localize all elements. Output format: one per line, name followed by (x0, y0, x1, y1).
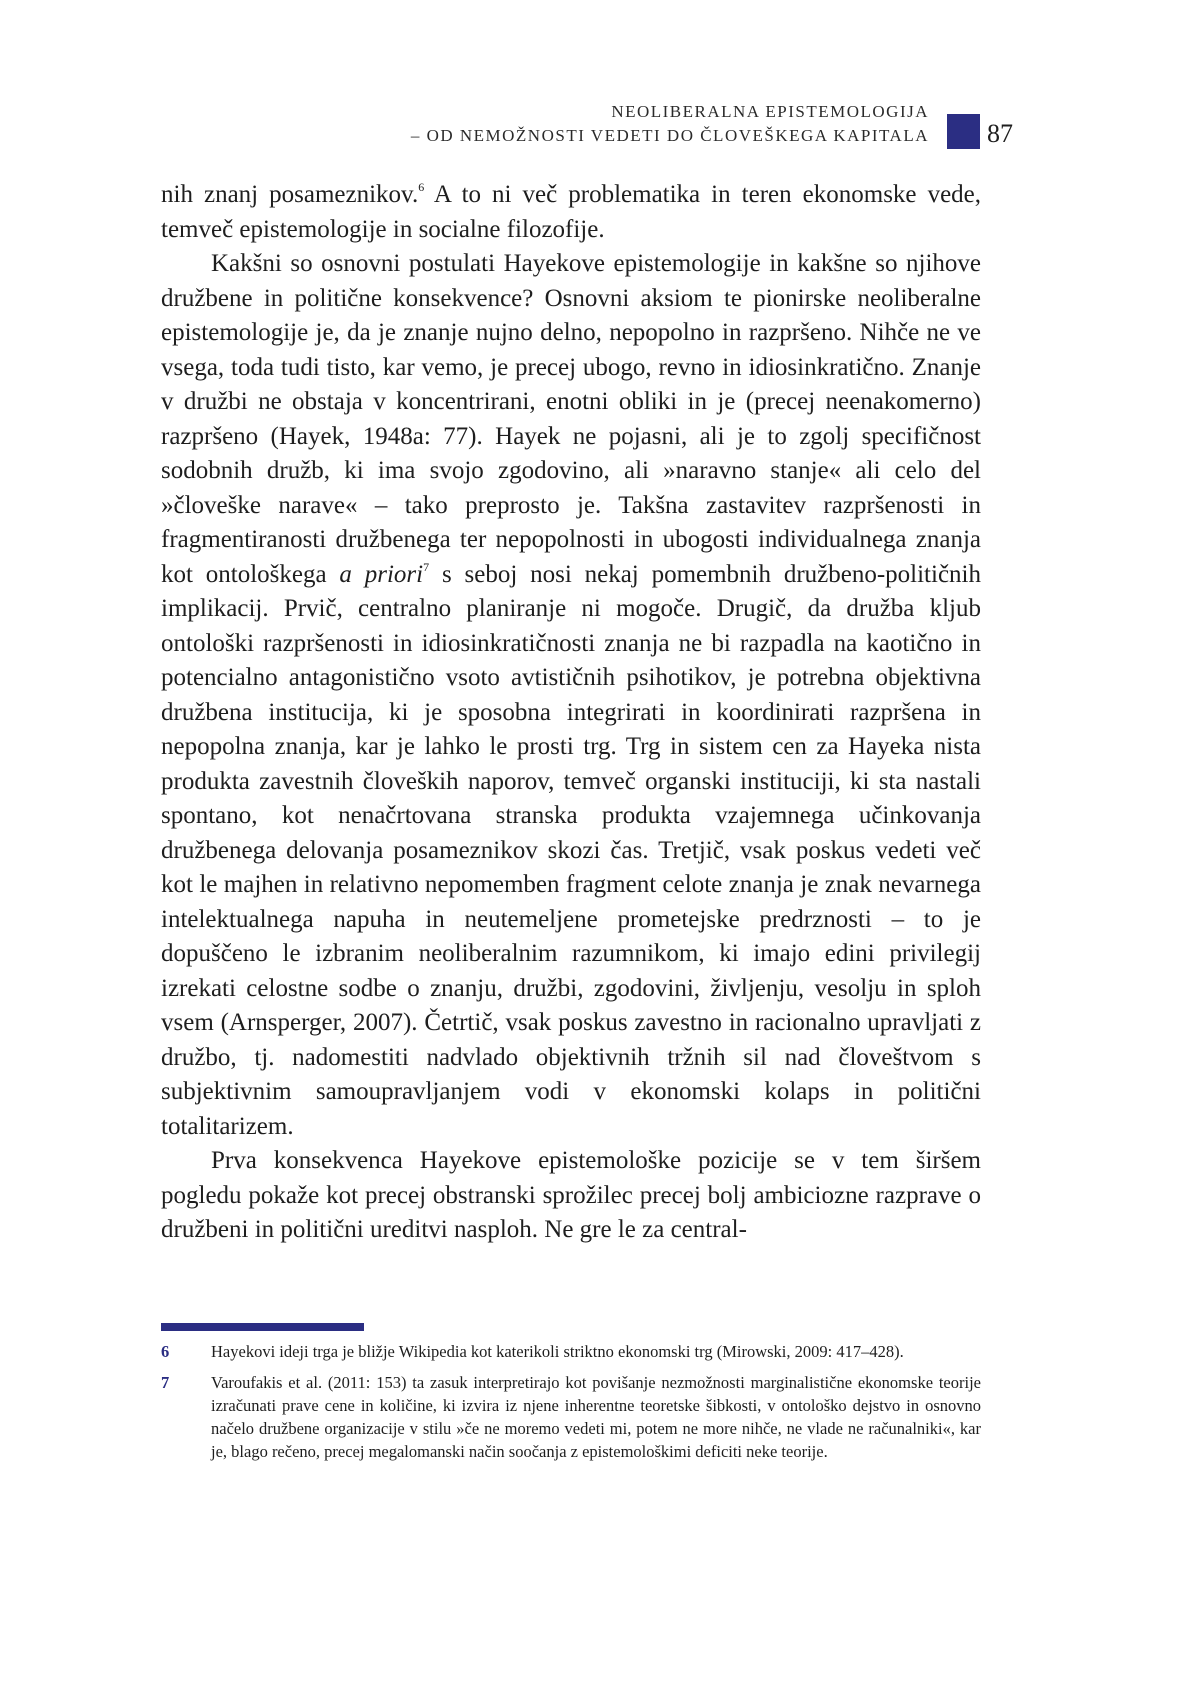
page-number: 87 (987, 119, 1013, 148)
running-header (411, 100, 929, 148)
footnote-separator-rule (161, 1323, 364, 1331)
italic-term: a priori (339, 560, 424, 588)
text-run: Prva konsekvenca Hayekove epistemološke pozicije se v tem širšem pogledu pokaže kot precej obstranski sprožilec precej bolj ambiciozne razprave o družbeni in politični ureditvi nasploh. Ne gre le za central- (161, 1147, 981, 1243)
header-accent-block (947, 114, 980, 149)
footnote-number: 7 (161, 1373, 170, 1392)
footnote (161, 1371, 981, 1463)
footnote-number: 6 (161, 1342, 170, 1361)
footnote-reference[interactable]: 6 (418, 180, 425, 194)
footnote (161, 1340, 981, 1363)
footnote-reference[interactable]: 7 (423, 559, 430, 574)
body-text (161, 178, 981, 1248)
paragraph (161, 178, 981, 247)
text-run: s seboj nosi nekaj pomembnih družbeno-političnih implikacij. Prvič, centralno planiranje ni mogoče. Drugič, da družba kljub ontološki razpršenosti in idiosinkratičnosti znanja ne bi razpadla na kaotično in potencialno antagonistično vsoto avtističnih psihotikov, je potrebna objektivna družbena institucija, ki je sposobna integrirati in koordinirati razpršena in nepopolna znanja, kar je lahko le prosti trg. Trg in sistem cen za Hayeka nista produkta zavestnih človeških naporov, temveč organski instituciji, ki sta nastali spontano, kot nenačrtovana stranska produkta vzajemnega učinkovanja družbenega delovanja posameznikov skozi čas. Tretjič, vsak poskus vedeti več kot le majhen in relativno nepomemben fragment celote znanja je znak nevarnega intelektualnega napuha in neutemeljene prometejske predrznosti – to je dopuščeno le izbranim neoliberalnim razumnikom, ki imajo edini privilegij izrekati celostne sodbe o znanju, družbi, zgodovini, življenju, vesolju in sploh vsem (Arnsperger, 2007). Četrtič, vsak poskus zavestno in racionalno upravljati z družbo, tj. nadomestiti nadvlado objektivnih tržnih sil nad človeštvom s subjektivnim samoupravljanjem vodi v ekonomski kolaps in politični totalitarizem. (161, 560, 981, 1140)
text-run: nih znanj posameznikov. (161, 181, 419, 208)
text-run: A to ni več problematika in teren ekonomske vede, temveč epistemologije in socialne filozofije. (161, 181, 982, 243)
paragraph (161, 247, 981, 1144)
paragraph (161, 1144, 981, 1248)
footnote-text: Varoufakis et al. (2011: 153) ta zasuk interpretirajo kot povišanje nezmožnosti marginalistične ekonomske teorije izračunati prave cene in količine, ki izvira iz njene inherentne teoretske šibkosti, v ontološko dejstvo in osnovno načelo družbene organizacije v stilu »če ne moremo vedeti mi, potem ne more nihče, ne vlade ne računalniki«, kar je, blago rečeno, precej megalomanski način soočanja z epistemološkimi deficiti neke teorije. (211, 1373, 981, 1461)
footnotes (161, 1340, 981, 1471)
running-header-subtitle: – OD NEMOŽNOSTI VEDETI DO ČLOVEŠKEGA KAPITALA (410, 126, 929, 145)
running-header-title: NEOLIBERALNA EPISTEMOLOGIJA (611, 102, 929, 121)
text-run: Kakšni so osnovni postulati Hayekove epistemologije in kakšne so njihove družbene in politične konsekvence? Osnovni aksiom te pionirske neoliberalne epistemologije je, da je znanje nujno delno, nepopolno in razpršeno. Nihče ne ve vsega, toda tudi tisto, kar vemo, je precej ubogo, revno in idiosinkratično. Znanje v družbi ne obstaja v koncentrirani, enotni obliki in je (precej neenakomerno) razpršeno (Hayek, 1948a: 77). Hayek ne pojasni, ali je to zgolj specifičnost sodobnih družb, ki ima svojo zgodovino, ali »naravno stanje« ali celo del »človeške narave« – tako preprosto je. Takšna zastavitev razpršenosti in fragmentiranosti družbenega ter nepopolnosti in ubogosti individualnega znanja kot ontološkega (161, 250, 981, 588)
footnote-text: Hayekovi ideji trga je bližje Wikipedia kot katerikoli striktno ekonomski trg (Mirowski, 2009: 417–428). (211, 1342, 904, 1361)
